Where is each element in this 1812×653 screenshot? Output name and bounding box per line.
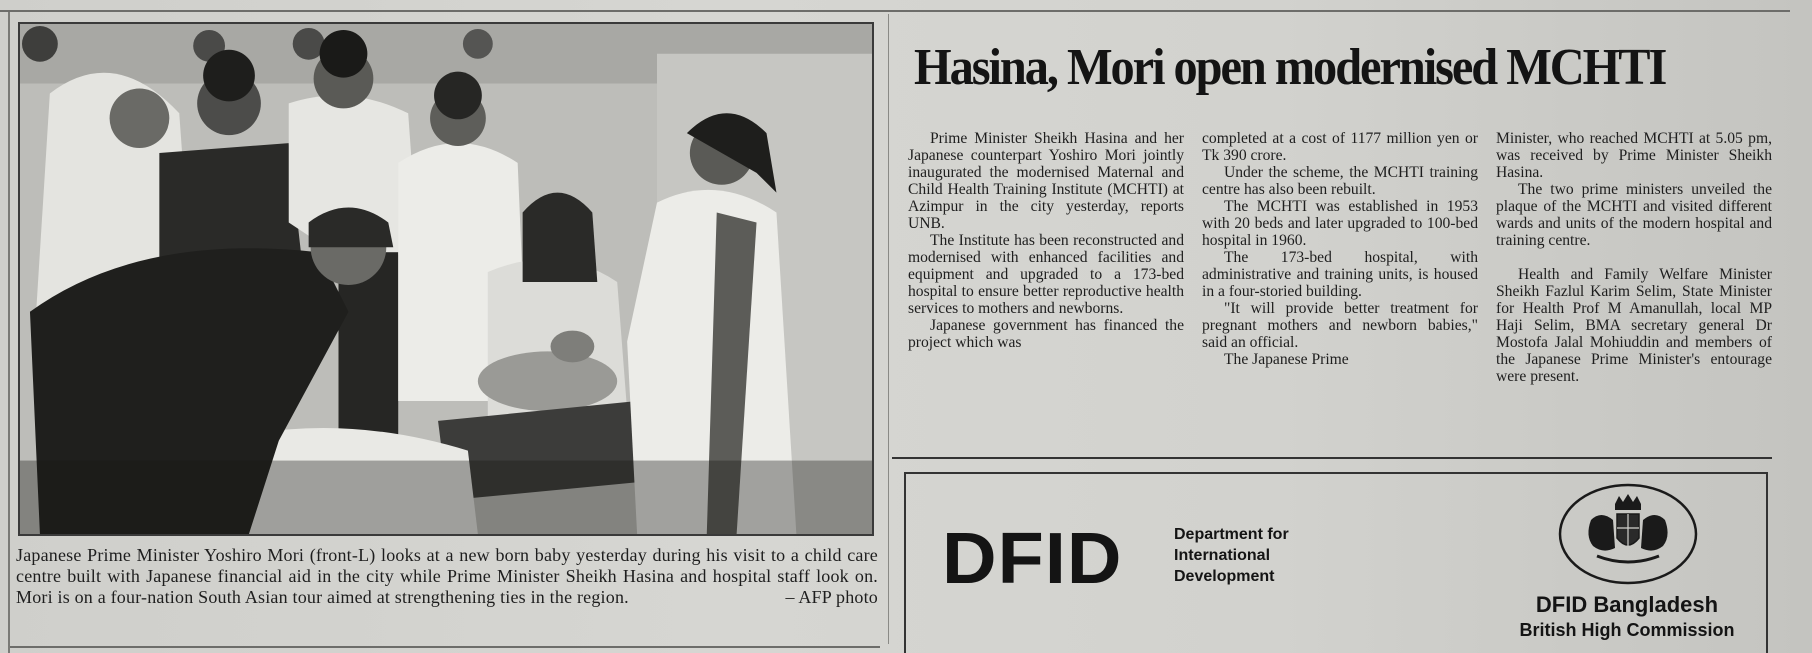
department-line: Department for <box>1174 526 1289 543</box>
photo-credit: – AFP photo <box>785 587 878 607</box>
department-line: International <box>1174 547 1271 564</box>
office-title: DFID Bangladesh <box>1535 592 1719 617</box>
royal-coat-of-arms-icon <box>1557 482 1699 586</box>
paragraph: Health and Family Welfare Minister Sheikh Fazlul Karim Selim, State Minister for Health Prof M Amanullah, local MP Haji Selim, BMA secretary general Dr Mostofa Jalal Mohiuddin and members of the Japanese Prime Minister's entourage were present. <box>1496 266 1772 385</box>
paragraph: Minister, who reached MCHTI at 5.05 pm, was received by Prime Minister Sheikh Hasina. <box>1496 130 1772 181</box>
top-rule <box>0 10 1790 12</box>
department-name <box>1174 524 1374 587</box>
paragraph: The MCHTI was established in 1953 with 20 beds and later upgraded to 100-bed hospital in 1960. <box>1202 198 1478 249</box>
advert-top-rule <box>892 457 1772 459</box>
article-column-3 <box>1496 130 1772 442</box>
office-block <box>1502 592 1752 642</box>
paragraph: "It will provide better treatment for pregnant mothers and newborn babies," said an official. <box>1202 300 1478 351</box>
article-column-1 <box>908 130 1184 442</box>
news-photo <box>18 22 874 536</box>
caption-text: Japanese Prime Minister Yoshiro Mori (front-L) looks at a new born baby yesterday during his visit to a child care centre built with Japanese financial aid in the city while Prime Minister Sheikh Hasina and hospital staff look on. Mori is on a four-nation South Asian tour aimed at strengthening ties in the region. <box>16 545 878 607</box>
office-subtitle: British High Commission <box>1519 620 1735 640</box>
paragraph: The Institute has been reconstructed and modernised with enhanced facilities and equipment and upgraded to a 173-bed hospital to ensure better reproductive health services to mothers and newborns. <box>908 232 1184 317</box>
article-headline: Hasina, Mori open modernised MCHTI <box>914 39 1666 96</box>
dfid-advert <box>904 472 1768 653</box>
paragraph: The 173-bed hospital, with administrative and training units, is housed in a four-storied building. <box>1202 249 1478 300</box>
paragraph: The Japanese Prime <box>1224 351 1349 368</box>
column-divider <box>888 14 889 644</box>
dfid-logo: DFID <box>942 519 1123 599</box>
article-body <box>908 130 1772 442</box>
photo-illustration <box>20 24 872 534</box>
paragraph: Under the scheme, the MCHTI training centre has also been rebuilt. <box>1202 164 1478 198</box>
paragraph: Prime Minister Sheikh Hasina and her Japanese counterpart Yoshiro Mori jointly inaugurated the modernised Maternal and Child Health Training Institute (MCHTI) at Azimpur in the city yesterday, reports UNB. <box>908 130 1184 232</box>
photo-caption <box>16 545 878 608</box>
article-column-2 <box>1202 130 1478 442</box>
paragraph: The two prime ministers unveiled the plaque of the MCHTI and visited different wards and units of the modern hospital and training centre. <box>1496 181 1772 249</box>
bottom-rule <box>10 646 880 648</box>
department-line: Development <box>1174 568 1275 585</box>
left-rule <box>8 12 10 653</box>
paragraph: completed at a cost of 1177 million yen or Tk 390 crore. <box>1202 130 1478 164</box>
paragraph: Japanese government has financed the project which was <box>908 317 1184 351</box>
